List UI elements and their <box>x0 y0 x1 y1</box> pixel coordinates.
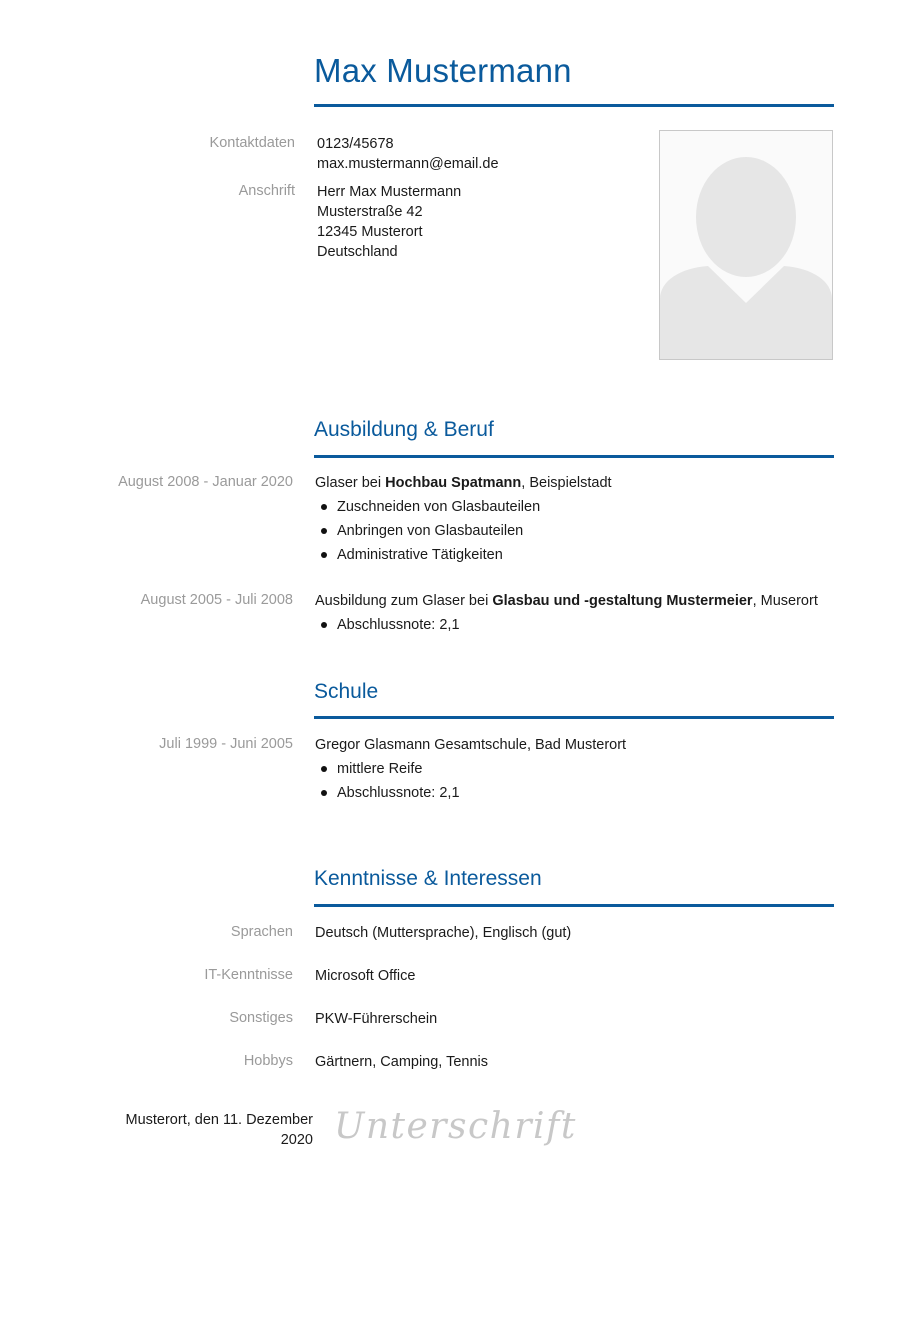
career-employer: Hochbau Spatmann <box>385 475 522 491</box>
career-title-line <box>315 473 835 493</box>
address-line: 12345 Musterort <box>317 224 423 240</box>
career-task-list <box>315 613 855 637</box>
career-entry <box>315 591 855 637</box>
list-item: Abschlussnote: 2,1 <box>315 613 855 637</box>
skill-value-other: PKW-Führerschein <box>315 1011 438 1027</box>
list-item: Abschlussnote: 2,1 <box>315 781 835 805</box>
career-period: August 2005 - Juli 2008 <box>140 592 293 608</box>
school-entry <box>315 735 835 805</box>
skill-label-hobbies: Hobbys <box>243 1053 293 1069</box>
phone-number: 0123/45678 <box>317 136 394 152</box>
address-line: Herr Max Mustermann <box>317 184 462 200</box>
name-underline <box>314 104 834 107</box>
career-entry <box>315 473 835 567</box>
career-task-list <box>315 495 835 567</box>
section-rule-school <box>314 716 834 719</box>
address-line: Deutschland <box>317 244 398 260</box>
career-title-line <box>315 591 855 611</box>
skill-value-hobbies: Gärtnern, Camping, Tennis <box>315 1054 489 1070</box>
skill-label-it: IT-Kenntnisse <box>204 967 293 983</box>
section-rule-skills <box>314 904 834 907</box>
career-prefix: Glaser bei <box>315 475 386 491</box>
career-period: August 2008 - Januar 2020 <box>118 474 293 490</box>
career-suffix: , Muserort <box>752 593 818 609</box>
section-title-skills: Kenntnisse & Interessen <box>314 867 542 890</box>
list-item: Administrative Tätigkeiten <box>315 543 835 567</box>
career-employer: Glasbau und -gestaltung Mustermeier <box>492 593 753 609</box>
email-address: max.mustermann@email.de <box>317 156 499 172</box>
skill-label-other: Sonstiges <box>229 1010 293 1026</box>
section-title-school: Schule <box>314 680 379 703</box>
list-item: mittlere Reife <box>315 757 835 781</box>
person-silhouette-icon <box>660 131 832 359</box>
school-period: Juli 1999 - Juni 2005 <box>159 736 293 752</box>
place-date-line: Musterort, den 11. Dezember <box>125 1112 313 1128</box>
contact-label: Kontaktdaten <box>209 135 295 151</box>
career-suffix: , Beispielstadt <box>521 475 612 491</box>
place-date <box>100 1110 313 1150</box>
address-block <box>317 182 461 262</box>
resume-name: Max Mustermann <box>314 52 572 89</box>
skill-label-languages: Sprachen <box>230 924 293 940</box>
address-label: Anschrift <box>238 183 295 199</box>
section-title-career: Ausbildung & Beruf <box>314 418 494 441</box>
school-description: Gregor Glasmann Gesamtschule, Bad Musterort <box>315 737 627 753</box>
career-prefix: Ausbildung zum Glaser bei <box>315 593 493 609</box>
profile-photo-placeholder <box>659 130 833 360</box>
signature-placeholder: Unterschrift <box>334 1106 577 1147</box>
skill-value-languages: Deutsch (Muttersprache), Englisch (gut) <box>315 925 572 941</box>
contact-block <box>317 134 499 174</box>
list-item: Zuschneiden von Glasbauteilen <box>315 495 835 519</box>
list-item: Anbringen von Glasbauteilen <box>315 519 835 543</box>
address-line: Musterstraße 42 <box>317 204 423 220</box>
skill-value-it: Microsoft Office <box>315 968 416 984</box>
section-rule-career <box>314 455 834 458</box>
place-date-line: 2020 <box>280 1132 313 1148</box>
school-detail-list <box>315 757 835 805</box>
